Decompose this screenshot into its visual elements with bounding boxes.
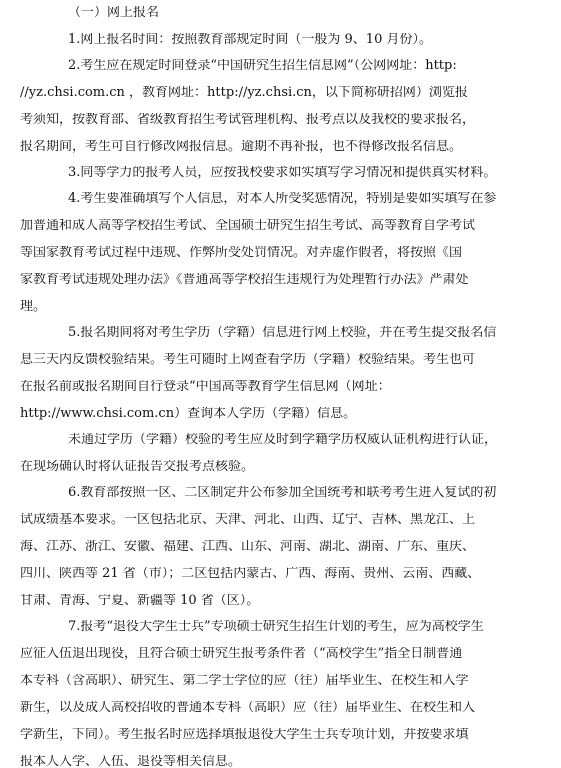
text-line: 四川、陕西等 21 省（市）；二区包括内蒙古、广西、海南、贵州、云南、西藏、 <box>20 567 481 580</box>
text-line: 家教育考试违规处理办法》《普通高等学校招生违规行为处理暂行办法》严肃处 <box>20 273 469 286</box>
paragraph-5b <box>20 433 547 473</box>
text-line: 新生，以及成人高校招收的普通本专科（高职）应（往）届毕业生、在校生和入 <box>20 701 476 714</box>
text-line: 甘肃、青海、宁夏、新疆等 10 省（区）。 <box>20 594 260 607</box>
text-line: 理。 <box>20 300 47 313</box>
text-line: 1.网上报名时间：按照教育部规定时间（一般为 9、10 月份）。 <box>68 33 432 46</box>
text-line: 报本人入学、入伍、退役等相关信息。 <box>20 755 242 768</box>
text-line: 7.报考“退役大学生士兵”专项硕士研究生招生计划的考生，应为高校学生 <box>68 620 484 633</box>
text-line: 报名期间，考生可自行修改网报信息。逾期不再补报，也不得修改报名信息。 <box>20 140 463 153</box>
text-line: 未通过学历（学籍）校验的考生应及时到学籍学历权威认证机构进行认证， <box>68 433 498 446</box>
text-line: 6.教育部按照一区、二区制定并公布参加全国统考和联考考生进入复试的初 <box>68 486 497 499</box>
text-line: 学新生，下同）。考生报名时应选择填报退役大学生士兵专项计划，并按要求填 <box>20 728 469 741</box>
text-line: 5.报名期间将对考生学历（学籍）信息进行网上校验，并在考生提交报名信 <box>68 326 497 339</box>
text-line: 息三天内反馈校验结果。考生可随时上网查看学历（学籍）校验结果。考生也可 <box>20 353 476 366</box>
text-line: 2.考生应在规定时间登录“中国研究生招生信息网”（公网网址：http: <box>68 59 457 72</box>
text-line: http://www.chsi.com.cn）查询本人学历（学籍）信息。 <box>20 407 357 420</box>
text-line: 考须知，按教育部、省级教育招生考试管理机构、报考点以及我校的要求报名， <box>20 113 476 126</box>
paragraph-1 <box>20 33 547 46</box>
text-line: 在报名前或报名期间自行登录“中国高等教育学生信息网（网址： <box>20 380 391 393</box>
paragraph-3 <box>20 166 547 179</box>
paragraph-2 <box>20 59 547 153</box>
paragraph-5 <box>20 326 547 420</box>
text-line: 等国家教育考试过程中违规、作弊所受处罚情况。对弄虚作假者，将按照《国 <box>20 246 463 259</box>
paragraph-7 <box>20 620 547 768</box>
paragraph-6 <box>20 486 547 607</box>
text-line: 海、江苏、浙江、安徽、福建、江西、山东、河南、湖北、湖南、广东、重庆、 <box>20 540 476 553</box>
text-line: 在现场确认时将认证报告交报考点核验。 <box>20 460 255 473</box>
text-line: 本专科（含高职）、研究生、第二学士学位的应（往）届毕业生、在校生和入学 <box>20 674 469 687</box>
document-body <box>20 6 547 768</box>
text-line: 3.同等学力的报考人员，应按我校要求如实填写学习情况和提供真实材料。 <box>68 166 497 179</box>
text-line: //yz.chsi.com.cn ，教育网址：http://yz.chsi.cn，以下简称研招网）浏览报 <box>20 86 468 99</box>
text-line: 试成绩基本要求。一区包括北京、天津、河北、山西、辽宁、吉林、黑龙江、上 <box>20 513 476 526</box>
text-line: 4.考生要准确填写个人信息，对本人所受奖惩情况，特别是要如实填写在参 <box>68 192 497 205</box>
text-line: 加普通和成人高等学校招生考试、全国硕士研究生招生考试、高等教育自学考试 <box>20 219 476 232</box>
paragraph-4 <box>20 192 547 313</box>
text-line: 应征入伍退出现役，且符合硕士研究生报考条件者（“高校学生”指全日制普通 <box>20 647 463 660</box>
section-heading: （一）网上报名 <box>68 6 160 19</box>
